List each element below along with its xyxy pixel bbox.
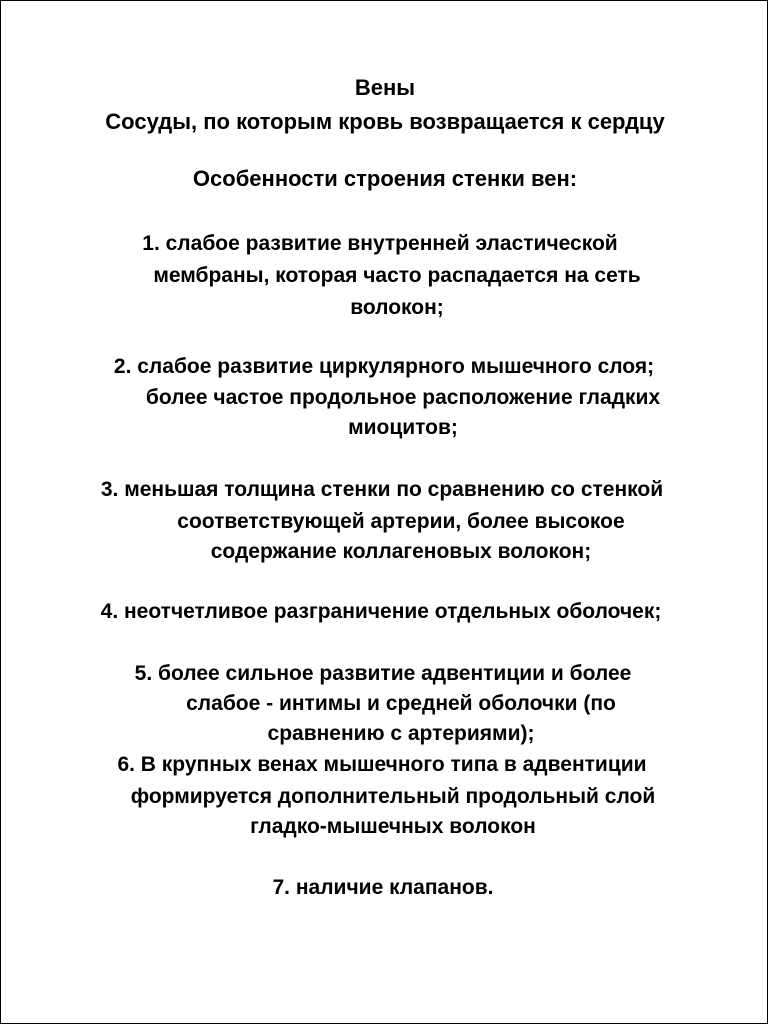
list-item-3-line-2: соответствующей артерии, более высокое xyxy=(177,510,625,533)
list-item-6-line-2: формируется дополнительный продольный слой xyxy=(130,785,656,808)
list-item-2-line-1: 2. слабое развитие циркулярного мышечного слоя; xyxy=(113,355,655,378)
list-item-5-line-2: слабое - интимы и средней оболочки (по xyxy=(186,692,616,715)
list-item-6-line-1: 6. В крупных венах мышечного типа в адвентиции xyxy=(117,753,647,776)
list-item-2-line-3: миоцитов; xyxy=(348,416,458,439)
list-item-5-line-1: 5. более сильное развитие адвентиции и более xyxy=(134,662,632,685)
list-item-6-line-3: гладко-мышечных волокон xyxy=(250,815,536,838)
list-item-7-line-1: 7. наличие клапанов. xyxy=(272,876,494,899)
list-item-1-line-3: волокон; xyxy=(350,296,444,319)
list-item-5-line-3: сравнению с артериями); xyxy=(267,722,535,745)
list-item-1-line-2: мембраны, которая часто распадается на сеть xyxy=(153,264,641,287)
section-heading: Особенности строения стенки вен: xyxy=(192,166,578,191)
list-item-3-line-1: 3. меньшая толщина стенки по сравнению со стенкой xyxy=(100,478,664,501)
list-item-4-line-1: 4. неотчетливое разграничение отдельных оболочек; xyxy=(100,600,662,623)
list-item-2-line-2: более частое продольное расположение гладких xyxy=(145,386,661,409)
list-item-3-line-3: содержание коллагеновых волокон; xyxy=(210,540,592,563)
title: Вены xyxy=(354,75,416,100)
list-item-1-line-1: 1. слабое развитие внутренней эластической xyxy=(142,232,618,255)
subtitle: Сосуды, по которым кровь возвращается к сердцу xyxy=(105,109,665,134)
